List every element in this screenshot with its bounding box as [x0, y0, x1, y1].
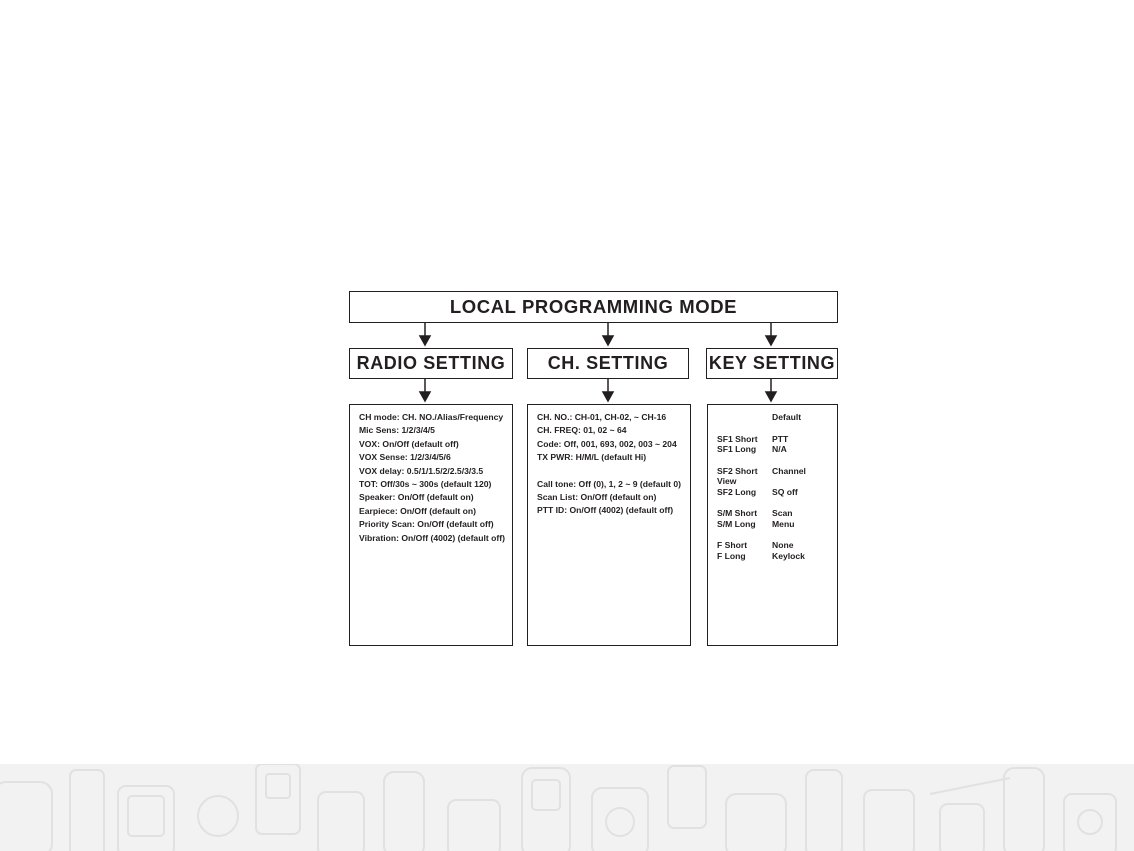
ch-setting-line: PTT ID: On/Off (4002) (default off): [537, 505, 674, 516]
arrowhead-ch-panel: [603, 392, 613, 401]
arrowhead-radio-setting: [420, 336, 430, 345]
key-default-value: SQ off: [772, 487, 798, 497]
ch-setting-line: TX PWR: H/M/L (default Hi): [537, 452, 647, 463]
key-name: S/M Short: [717, 508, 758, 518]
radio-setting-line: TOT: Off/30s ~ 300s (default 120): [359, 478, 492, 489]
key-name: S/M Long: [717, 519, 756, 529]
arrowhead-ch-setting: [603, 336, 613, 345]
arrowhead-key-panel: [766, 392, 776, 401]
radio-setting-line: Priority Scan: On/Off (default off): [359, 519, 494, 530]
radio-setting-header: RADIO SETTING: [349, 348, 513, 379]
radio-setting-line: VOX delay: 0.5/1/1.5/2/2.5/3/3.5: [359, 465, 484, 476]
ch-setting-line: Call tone: Off (0), 1, 2 ~ 9 (default 0): [537, 478, 681, 489]
key-default-value: PTT: [772, 434, 789, 444]
arrowhead-radio-panel: [420, 392, 430, 401]
key-name: F Long: [717, 551, 746, 561]
key-name: SF2 Long: [717, 487, 757, 497]
ch-setting-header: CH. SETTING: [527, 348, 689, 379]
footer-device-pattern: [0, 764, 1134, 851]
key-setting-header: KEY SETTING: [706, 348, 838, 379]
ch-setting-line: CH. FREQ: 01, 02 ~ 64: [537, 425, 627, 436]
key-name: SF2 Short: [717, 466, 758, 476]
key-name: SF1 Long: [717, 444, 757, 454]
ch-setting-line: Scan List: On/Off (default on): [537, 491, 657, 502]
radio-setting-line: Speaker: On/Off (default on): [359, 492, 474, 503]
radio-setting-line: VOX Sense: 1/2/3/4/5/6: [359, 452, 451, 463]
key-default-value: Keylock: [772, 551, 805, 561]
decorative-footer-band: [0, 764, 1134, 851]
key-default-value: N/A: [772, 444, 787, 454]
local-programming-mode-title: LOCAL PROGRAMMING MODE: [349, 291, 838, 323]
key-name-continuation: View: [717, 476, 737, 486]
ch-setting-panel: [527, 404, 691, 646]
ch-setting-line: Code: Off, 001, 693, 002, 003 ~ 204: [537, 438, 677, 449]
key-default-column-header: Default: [772, 412, 802, 422]
radio-setting-line: Vibration: On/Off (4002) (default off): [359, 532, 505, 543]
key-default-value: Scan: [772, 508, 793, 518]
ch-setting-spacer: [537, 465, 693, 478]
key-default-value: Menu: [772, 519, 795, 529]
radio-setting-line: Mic Sens: 1/2/3/4/5: [359, 425, 435, 436]
radio-setting-line: CH mode: CH. NO./Alias/Frequency: [359, 412, 504, 422]
key-setting-panel: [707, 404, 838, 646]
radio-setting-line: VOX: On/Off (default off): [359, 438, 459, 449]
arrowhead-key-setting: [766, 336, 776, 345]
radio-setting-line: Earpiece: On/Off (default on): [359, 505, 476, 516]
key-default-value: Channel: [772, 466, 806, 476]
radio-setting-panel: [349, 404, 513, 646]
ch-setting-line: CH. NO.: CH-01, CH-02, ~ CH-16: [537, 412, 667, 422]
key-name: F Short: [717, 540, 748, 550]
key-name: SF1 Short: [717, 434, 758, 444]
key-default-value: None: [772, 540, 794, 550]
